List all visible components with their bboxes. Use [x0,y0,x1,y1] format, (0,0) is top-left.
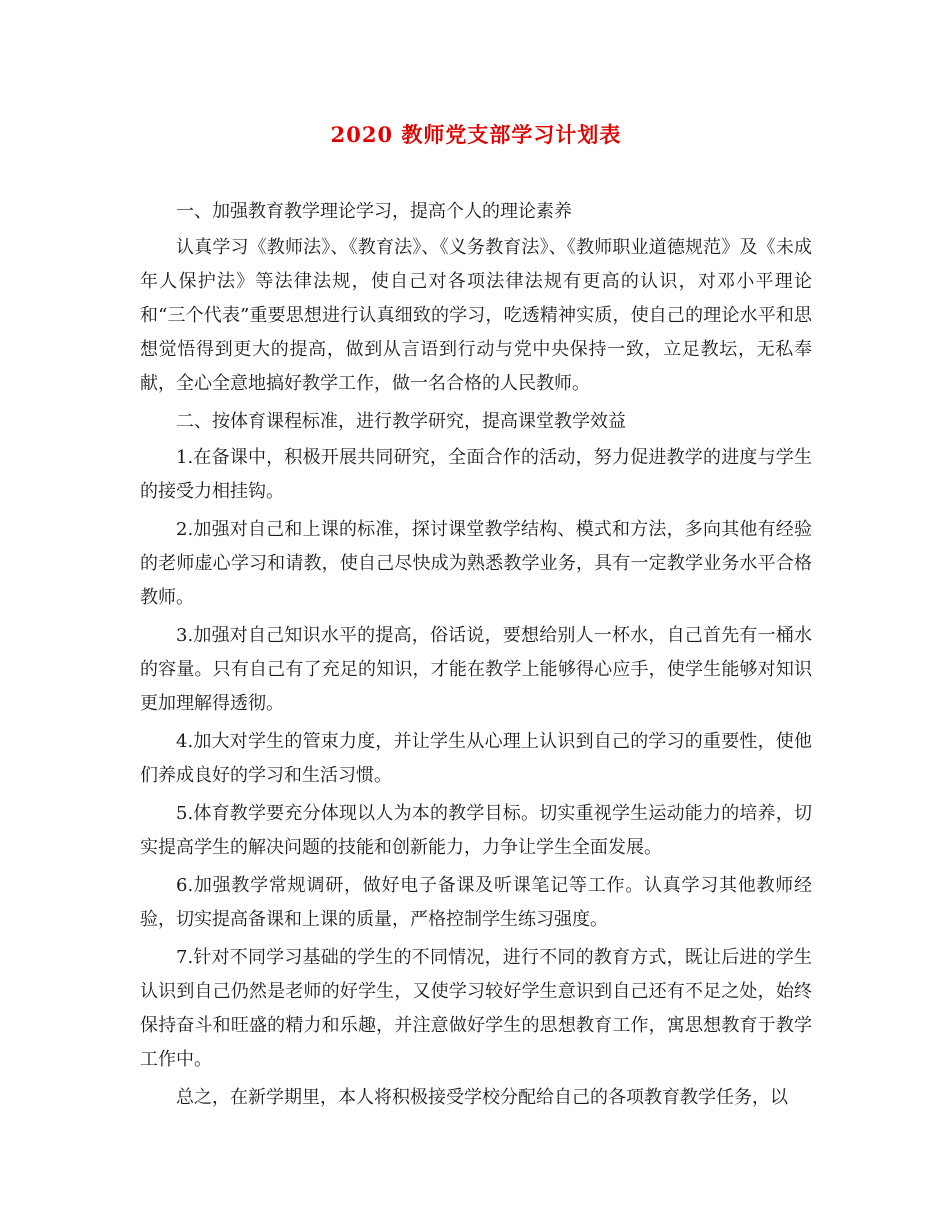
list-item-1: 1.在备课中，积极开展共同研究，全面合作的活动，努力促进教学的进度与学生的接受力相挂钩。 [140,447,812,502]
list-item-5: 5.体育教学要充分体现以人为本的教学目标。切实重视学生运动能力的培养，切实提高学生的解决问题的技能和创新能力，力争让学生全面发展。 [140,803,812,858]
conclusion-paragraph: 总之，在新学期里，本人将积极接受学校分配给自己的各项教育教学任务，以 [176,1087,788,1108]
section-1-body: 认真学习《教师法》、《教育法》、《义务教育法》、《教师职业道德规范》及《未成年人保护法》等法律法规，使自己对各项法律法规有更高的认识，对邓小平理论和“三个代表”重要思想进行认真细致的学习，吃透精神实质，使自己的理论水平和思想觉悟得到更大的提高，做到从言语到行动与党中央保持一致，立足教坛，无私奉献，全心全意地搞好教学工作，做一名合格的人民教师。 [140,237,812,394]
list-item-2: 2.加强对自己和上课的标准，探讨课堂教学结构、模式和方法，多向其他有经验的老师虚心学习和请教，使自己尽快成为熟悉教学业务，具有一定教学业务水平合格教师。 [140,519,812,608]
document-page [140,115,812,1119]
document-title: 2020 教师党支部学习计划表 [330,122,622,147]
list-item-6: 6.加强教学常规调研，做好电子备课及听课笔记等工作。认真学习其他教师经验，切实提高备课和上课的质量，严格控制学生练习强度。 [140,875,812,930]
section-1-heading: 一、加强教育教学理论学习，提高个人的理论素养 [176,201,572,222]
list-item-3: 3.加强对自己知识水平的提高，俗话说，要想给别人一杯水，自己首先有一桶水的容量。只有自己有了充足的知识，才能在教学上能够得心应手，使学生能够对知识更加理解得透彻。 [140,625,812,714]
list-item-7: 7.针对不同学习基础的学生的不同情况，进行不同的教育方式，既让后进的学生认识到自己仍然是老师的好学生，又使学习较好学生意识到自己还有不足之处，始终保持奋斗和旺盛的精力和乐趣，并注意做好学生的思想教育工作，寓思想教育于教学工作中。 [140,947,812,1070]
section-2-heading: 二、按体育课程标准，进行教学研究，提高课堂教学效益 [176,411,626,432]
list-item-4: 4.加大对学生的管束力度，并让学生从心理上认识到自己的学习的重要性，使他们养成良好的学习和生活习惯。 [140,731,812,786]
